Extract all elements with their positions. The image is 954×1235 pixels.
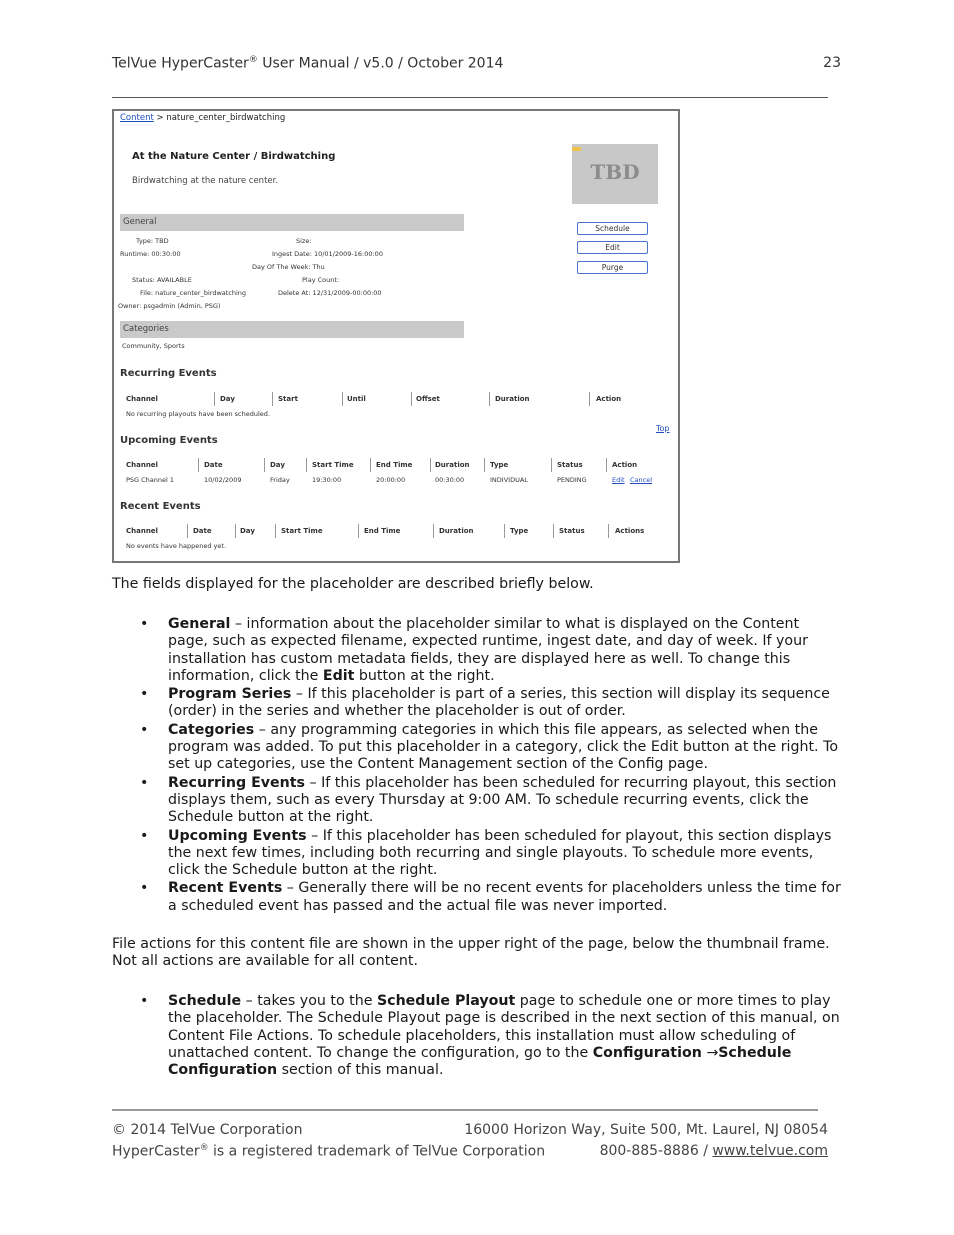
general-heading: General	[120, 214, 464, 231]
list-item-schedule: • Schedule – takes you to the Schedule Playout page to schedule one or more times to play the placeholder. The Schedule Playout page is described in the next section of this manual, on Content File Actions. To schedule placeholders, this installation must allow scheduling of unattached content. To change the configuration, go to the Configuration →Schedule Configuration section of this manual.	[140, 993, 842, 1079]
footer-address: 16000 Horizon Way, Suite 500, Mt. Laurel, NJ 08054	[464, 1122, 828, 1138]
edit-button[interactable]: Edit	[577, 241, 648, 254]
list-item-recurring-events: • Recurring Events – If this placeholder has been scheduled for recurring playout, this section displays them, such as every Thursday at 9:00 AM. To schedule recurring events, click the Schedule button at the right.	[140, 775, 842, 827]
upcoming-cell-2: Friday	[270, 476, 290, 484]
recurring-events-heading: Recurring Events	[120, 368, 217, 379]
recurring-col-1: Day	[220, 395, 235, 403]
upcoming-col-1: Date	[204, 461, 223, 469]
list-item-general: • General – information about the placeholder similar to what is displayed on the Content page, such as expected filename, expected runtime, ingest date, and day of week. If your installation has custom metadata fields, they are displayed here as well. To change this information, click the Edit button at the right.	[140, 616, 842, 685]
recent-events-heading: Recent Events	[120, 501, 201, 512]
placeholder-screenshot	[112, 109, 680, 563]
list-item-categories: • Categories – any programming categories in which this file appears, as selected when the program was added. To put this placeholder in a category, click the Edit button at the right. To set up categories, use the Content Management section of the Config page.	[140, 722, 842, 774]
actions-intro: File actions for this content file are shown in the upper right of the page, below the thumbnail frame. Not all actions are available for all content.	[112, 936, 830, 970]
recent-col-8: Actions	[615, 527, 645, 535]
thumbnail-frame	[572, 144, 658, 204]
breadcrumb: Content > nature_center_birdwatching	[120, 113, 286, 123]
header-rule	[112, 97, 828, 98]
general-runtime: Runtime: 00:30:00	[120, 250, 181, 258]
purge-button[interactable]: Purge	[577, 261, 648, 274]
page-header	[112, 55, 841, 72]
recurring-col-2: Start	[278, 395, 298, 403]
recent-col-separator	[553, 524, 554, 538]
categories-value: Community, Sports	[122, 342, 185, 350]
upcoming-col-7: Status	[557, 461, 583, 469]
general-owner: Owner: psgadmin (Admin, PSG)	[118, 302, 221, 310]
recurring-col-5: Duration	[495, 395, 530, 403]
list-item-upcoming-events: • Upcoming Events – If this placeholder has been scheduled for playout, this section displays the next few times, including both recurring and single playouts. To schedule more events, click the Schedule button at the right.	[140, 828, 842, 880]
upcoming-col-separator	[430, 458, 431, 472]
fields-intro: The fields displayed for the placeholder are described briefly below.	[112, 576, 594, 592]
general-play-count: Play Count:	[302, 276, 340, 284]
footer-contact: 800-885-8886 / www.telvue.com	[599, 1143, 828, 1159]
upcoming-col-3: Start Time	[312, 461, 354, 469]
header-title: TelVue HyperCaster® User Manual / v5.0 / October 2014	[112, 55, 504, 72]
recurring-col-0: Channel	[126, 395, 158, 403]
recurring-col-separator	[489, 392, 490, 406]
recurring-col-separator	[272, 392, 273, 406]
upcoming-col-5: Duration	[435, 461, 470, 469]
page-number: 23	[823, 55, 841, 71]
recurring-col-separator	[589, 392, 590, 406]
upcoming-cell-5: 00:30:00	[435, 476, 465, 484]
thumbnail-text: TBD	[590, 160, 640, 184]
recent-col-5: Duration	[439, 527, 474, 535]
recurring-col-separator	[214, 392, 215, 406]
recent-col-6: Type	[510, 527, 529, 535]
recent-col-separator	[275, 524, 276, 538]
upcoming-cell-7: PENDING	[557, 476, 587, 484]
footer-rule	[112, 1109, 818, 1111]
list-item-recent-events: • Recent Events – Generally there will be no recent events for placeholders unless the time for a scheduled event has passed and the actual file was never imported.	[140, 880, 842, 915]
recent-col-separator	[504, 524, 505, 538]
upcoming-col-separator	[484, 458, 485, 472]
recent-col-2: Day	[240, 527, 255, 535]
general-status: Status: AVAILABLE	[132, 276, 192, 284]
upcoming-events-heading: Upcoming Events	[120, 435, 218, 446]
footer-copyright: © 2014 TelVue Corporation	[112, 1122, 303, 1138]
recurring-events-empty: No recurring playouts have been scheduled.	[126, 410, 270, 418]
recent-col-0: Channel	[126, 527, 158, 535]
upcoming-col-separator	[264, 458, 265, 472]
upcoming-cell-4: 20:00:00	[376, 476, 406, 484]
list-item-program-series: • Program Series – If this placeholder is part of a series, this section will display its sequence (order) in the series and whether the placeholder is out of order.	[140, 686, 842, 721]
upcoming-col-2: Day	[270, 461, 285, 469]
recurring-col-6: Action	[596, 395, 622, 403]
upcoming-col-separator	[306, 458, 307, 472]
upcoming-edit-link[interactable]: Edit	[612, 476, 625, 484]
upcoming-col-0: Channel	[126, 461, 158, 469]
sticky-note-icon	[572, 147, 581, 151]
footer-line-1	[112, 1122, 828, 1138]
categories-heading: Categories	[120, 321, 464, 338]
content-title: At the Nature Center / Birdwatching	[132, 151, 336, 162]
schedule-button[interactable]: Schedule	[577, 222, 648, 235]
recent-col-4: End Time	[364, 527, 401, 535]
upcoming-cell-1: 10/02/2009	[204, 476, 242, 484]
general-delete-at: Delete At: 12/31/2009-00:00:00	[278, 289, 382, 297]
upcoming-col-separator	[606, 458, 607, 472]
upcoming-cell-0: PSG Channel 1	[126, 476, 175, 484]
recent-events-empty: No events have happened yet.	[126, 542, 227, 550]
upcoming-cancel-link[interactable]: Cancel	[630, 476, 653, 484]
footer-trademark: HyperCaster® is a registered trademark of TelVue Corporation	[112, 1143, 546, 1160]
recurring-col-separator	[411, 392, 412, 406]
upcoming-col-8: Action	[612, 461, 638, 469]
website-link[interactable]: www.telvue.com	[712, 1143, 828, 1159]
recent-col-separator	[433, 524, 434, 538]
upcoming-col-4: End Time	[376, 461, 413, 469]
content-description: Birdwatching at the nature center.	[132, 176, 279, 186]
upcoming-col-separator	[370, 458, 371, 472]
recurring-col-3: Until	[347, 395, 366, 403]
recent-col-separator	[187, 524, 188, 538]
recent-col-1: Date	[193, 527, 212, 535]
footer-line-2	[112, 1143, 828, 1160]
top-link[interactable]: Top	[656, 424, 670, 433]
upcoming-col-separator	[551, 458, 552, 472]
field-descriptions-list	[140, 616, 842, 916]
recurring-col-separator	[342, 392, 343, 406]
general-type: Type: TBD	[136, 237, 169, 245]
actions-list	[140, 993, 842, 1080]
general-ingest: Ingest Date: 10/01/2009-16:00:00	[272, 250, 383, 258]
recent-col-3: Start Time	[281, 527, 323, 535]
recent-col-separator	[608, 524, 609, 538]
upcoming-col-6: Type	[490, 461, 509, 469]
general-size: Size:	[296, 237, 312, 245]
recent-col-7: Status	[559, 527, 585, 535]
breadcrumb-content-link[interactable]: Content	[120, 113, 154, 123]
recurring-col-4: Offset	[416, 395, 440, 403]
upcoming-col-separator	[198, 458, 199, 472]
general-file: File: nature_center_birdwatching	[140, 289, 247, 297]
recent-col-separator	[358, 524, 359, 538]
upcoming-cell-3: 19:30:00	[312, 476, 342, 484]
general-day-of-week: Day Of The Week: Thu	[252, 263, 325, 271]
recent-col-separator	[235, 524, 236, 538]
upcoming-cell-6: INDIVIDUAL	[490, 476, 528, 484]
